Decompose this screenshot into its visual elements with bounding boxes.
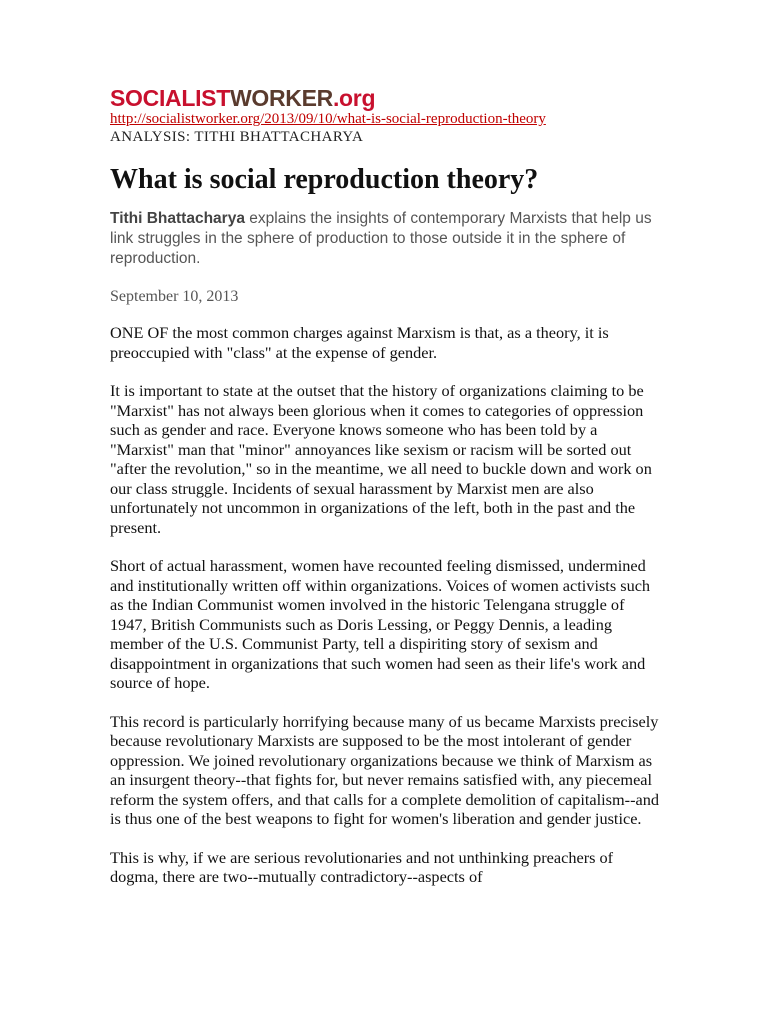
source-url-link[interactable]: http://socialistworker.org/2013/09/10/what-is-social-reproduction-theory [110, 111, 546, 127]
article-paragraph: This record is particularly horrifying because many of us became Marxists precisely because revolutionary Marxists are supposed to be the most intolerant of gender oppression. We joined revolutionary organizations because we think of Marxism as an insurgent theory--that fights for, but never remains satisfied with, any piecemeal reform the system offers, and that calls for a complete demolition of capitalism--and is thus one of the best weapons to fight for women's liberation and gender justice. [110, 711, 660, 828]
logo-part-worker: WORKER [229, 85, 333, 111]
dek-author: Tithi Bhattacharya [110, 210, 245, 227]
article-headline: What is social reproduction theory? [110, 164, 539, 195]
article-byline: ANALYSIS: TITHI BHATTACHARYA [110, 129, 364, 145]
logo-part-org: .org [332, 85, 376, 111]
article-paragraph: This is why, if we are serious revolutionaries and not unthinking preachers of dogma, there are two--mutually contradictory--aspects of [110, 847, 614, 886]
publication-date: September 10, 2013 [110, 288, 239, 305]
article-paragraph: Short of actual harassment, women have recounted feeling dismissed, undermined and institutionally written off within organizations. Voices of women activists such as the Indian Communist women involved in the historic Telengana struggle of 1947, British Communists such as Doris Lessing, or Peggy Dennis, a leading member of the U.S. Communist Party, tell a dispiriting story of sexism and disappointment in organizations that such women had seen as their life's work and source of hope. [110, 556, 651, 692]
article-body [110, 323, 662, 887]
article-paragraph: It is important to state at the outset that the history of organizations claiming to be "Marxist" has not always been glorious when it comes to categories of oppression such as gender and race. Everyone knows someone who has been told by a "Marxist" man that "minor" annoyances like sexism or racism will be sorted out "after the revolution," so in the meantime, we all need to buckle down and work on our class struggle. Incidents of sexual harassment by Marxist men are also unfortunately not uncommon in organizations of the left, both in the past and the present. [110, 381, 652, 537]
site-logo[interactable] [110, 86, 662, 110]
document-page [110, 86, 662, 906]
logo-part-socialist: SOCIALIST [110, 85, 230, 111]
article-paragraph: ONE OF the most common charges against Marxism is that, as a theory, it is preoccupied with "class" at the expense of gender. [110, 323, 609, 362]
dek-text: explains the insights of contemporary Marxists that help us link struggles in the sphere of production to those outside it in the sphere of reproduction. [110, 210, 652, 267]
article-dek [110, 209, 662, 269]
